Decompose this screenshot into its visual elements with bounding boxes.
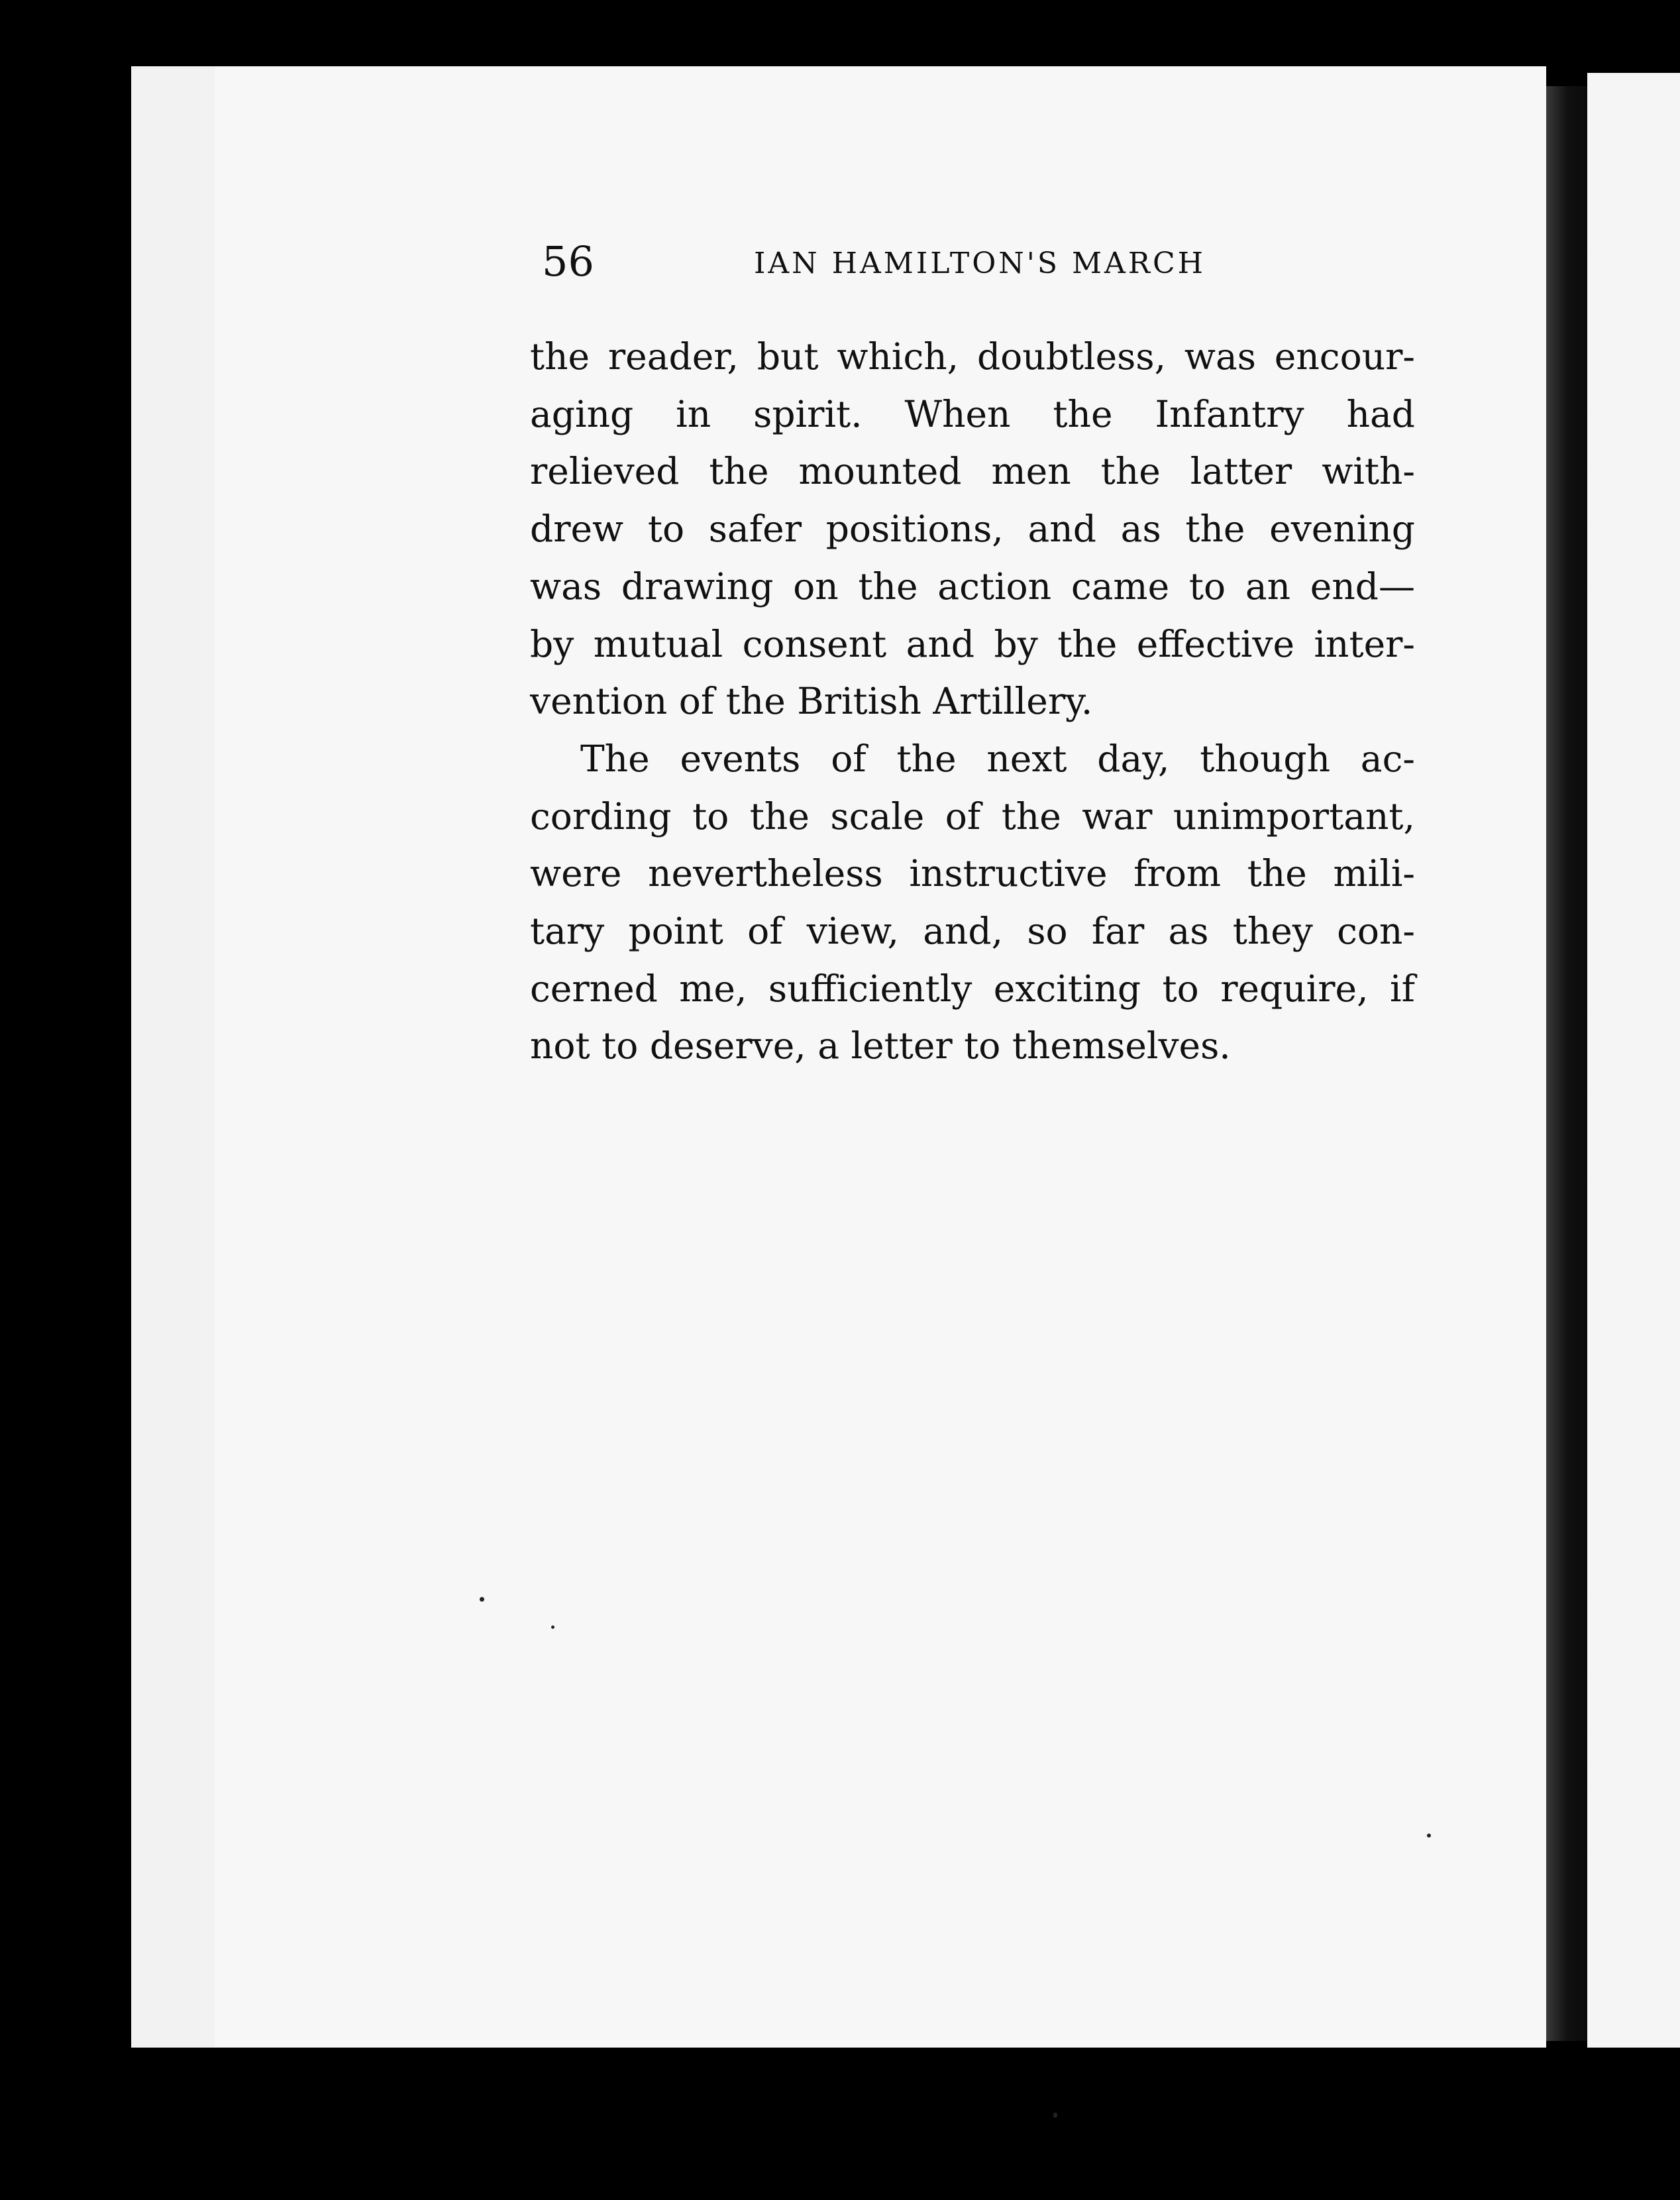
dust-speck: [480, 1597, 484, 1602]
dust-speck: [1427, 1834, 1431, 1838]
page-number: 56: [542, 237, 594, 286]
dust-speck: [1053, 2113, 1057, 2118]
text-line: drew to safer positions, and as the evening: [530, 508, 1415, 551]
text-line: was drawing on the action came to an end—: [530, 565, 1415, 608]
text-line: cerned me, sufficiently exciting to require, if: [530, 967, 1415, 1010]
text-line: vention of the British Artillery.: [530, 680, 1093, 723]
book-spine-shadow: [1546, 86, 1587, 2041]
paragraph: [530, 730, 1415, 1075]
facing-page-edge: [1587, 73, 1680, 2048]
text-line: by mutual consent and by the effective inter-: [530, 622, 1415, 665]
text-line: cording to the scale of the war unimportant,: [530, 795, 1415, 838]
text-line: the reader, but which, doubtless, was encour-: [530, 335, 1415, 378]
text-line: relieved the mounted men the latter with-: [530, 450, 1415, 493]
text-line: The events of the next day, though ac-: [580, 737, 1415, 780]
page-edge: [131, 66, 153, 2048]
text-line: were nevertheless instructive from the mili-: [530, 852, 1415, 895]
body-text: [530, 328, 1415, 1075]
text-line: aging in spirit. When the Infantry had: [530, 392, 1415, 435]
paragraph: [530, 328, 1415, 730]
text-line: tary point of view, and, so far as they con-: [530, 910, 1415, 953]
running-title: IAN HAMILTON'S MARCH: [754, 247, 1206, 280]
running-head: [542, 235, 1469, 288]
dust-speck: [551, 1625, 554, 1629]
text-line: not to deserve, a letter to themselves.: [530, 1024, 1231, 1068]
